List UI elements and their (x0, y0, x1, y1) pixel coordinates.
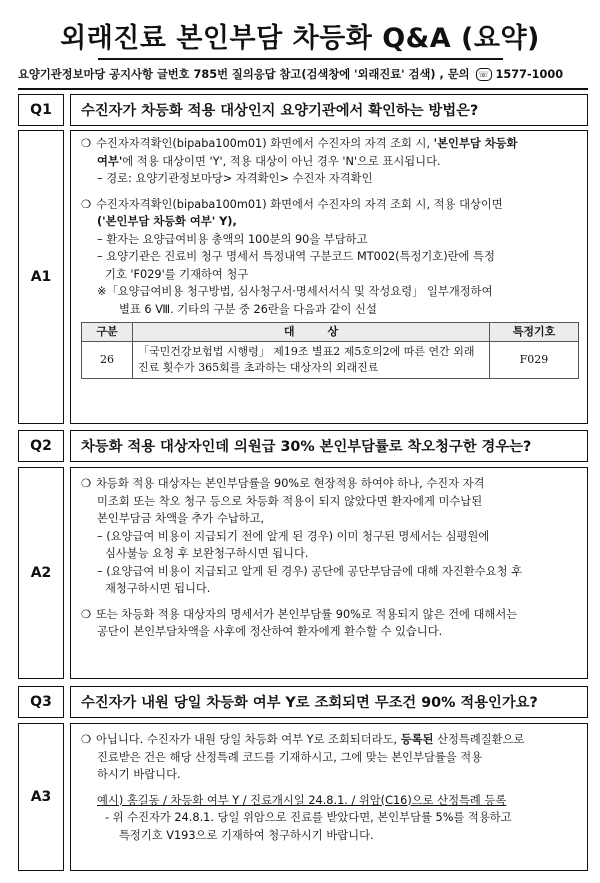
code-table-header (82, 323, 579, 342)
a1-paragraph-2: ❍ 수진자자격확인(bipaba100m01) 화면에서 수진자의 자격 조회 시, 적용 대상이면 (81, 196, 579, 214)
header-symbol: 특정기호 (490, 323, 579, 342)
table-row (82, 342, 579, 379)
circle-bullet-icon: ❍ (81, 197, 92, 211)
a3-example-line: 예시) 홍길동 / 차등화 여부 Y / 진료개시일 24.8.1. / 위암(C16)으로 산정특례 등록 (97, 793, 507, 807)
answer-row-3 (18, 723, 588, 871)
question-row-1 (18, 94, 588, 126)
a1-paragraph-2-cont: ('본인부담 차등화 여부' Y), (97, 215, 237, 228)
answer-row-1 (18, 130, 588, 424)
a2-paragraph-2-cont: 공단이 본인부담차액을 사후에 정산하여 환자에게 환수할 수 있습니다. (97, 625, 443, 638)
circle-bullet-icon: ❍ (81, 733, 92, 746)
a3-answer (70, 723, 588, 871)
a1-path-line: – 경로: 요양기관정보마당> 자격확인> 수진자 자격확인 (97, 172, 373, 185)
page-title: 외래진료 본인부담 차등화 Q&A (요약) (60, 23, 540, 54)
question-row-2 (18, 430, 588, 462)
phone-icon: ☏ (476, 68, 492, 81)
header-divider (18, 88, 588, 90)
a3-paragraph-1: ❍ 아닙니다. 수진자가 내원 당일 차등화 여부 Y로 조회되더라도, 등록된 산정특례질환으로 (81, 731, 579, 749)
title-underline (98, 58, 503, 60)
a2-before-payment-line-cont: 심사불능 요청 후 보완청구하시면 됩니다. (105, 547, 309, 560)
a2-paragraph-1-cont2: 본인부담금 차액을 추가 수납하고, (97, 512, 265, 525)
a2-after-payment-line-cont: 재청구하시면 됩니다. (105, 582, 211, 595)
a1-paragraph-1: ❍ 수진자자격확인(bipaba100m01) 화면에서 수진자의 자격 조회 시, '본인부담 차등화 (81, 135, 579, 153)
a1-patient-line: – 환자는 요양급여비용 총액의 100분의 90을 부담하고 (97, 232, 368, 246)
circle-bullet-icon: ❍ (81, 137, 92, 150)
question-row-3 (18, 686, 588, 718)
a1-answer (70, 130, 588, 424)
a2-paragraph-1: ❍ 차등화 적용 대상자는 본인부담률을 90%로 현장적용 하여야 하나, 수진자 자격 (81, 475, 579, 493)
phone-number: 1577-1000 (495, 68, 564, 81)
answer-row-2 (18, 467, 588, 679)
a1-label: A1 (18, 130, 64, 424)
q3-label: Q3 (18, 686, 64, 718)
a1-note-line: ※「요양급여비용 청구방법, 심사청구서·명세서서식 및 작성요령」 일부개정하여 (97, 285, 493, 298)
a2-paragraph-2: ❍ 또는 차등화 적용 대상자의 명세서가 본인부담률 90%로 적용되지 않은 건에 대해서는 (81, 606, 579, 624)
circle-bullet-icon: ❍ (81, 477, 92, 490)
circle-bullet-icon: ❍ (81, 607, 92, 621)
q1-question: 수진자가 차등화 적용 대상인지 요양기관에서 확인하는 방법은? (70, 94, 588, 126)
q3-question: 수진자가 내원 당일 차등화 여부 Y로 조회되면 무조건 90% 적용인가요? (70, 686, 588, 718)
header-target: 대 상 (133, 323, 490, 342)
q2-label: Q2 (18, 430, 64, 462)
header-category: 구분 (82, 323, 133, 342)
a2-label: A2 (18, 467, 64, 679)
a2-before-payment-line: – (요양급여 비용이 지급되기 전에 알게 된 경우) 이미 청구된 명세서는 심평원에 (97, 529, 490, 543)
cell-symbol: F029 (490, 342, 579, 379)
a1-note-line-cont: 별표 6 Ⅷ. 기타의 구분 중 26란을 다음과 같이 신설 (119, 302, 377, 316)
q1-label: Q1 (18, 94, 64, 126)
a2-paragraph-1-cont: 미조회 또는 착오 청구 등으로 차등화 적용이 되지 않았다면 환자에게 미수납된 (97, 494, 483, 508)
subtitle (18, 67, 588, 83)
cell-target: 「국민건강보험법 시행령」 제19조 별표2 제5호의2에 따른 연간 외래 진료 횟수가 365회를 초과하는 대상자의 외래진료 (133, 342, 490, 379)
a3-example-detail: - 위 수진자가 24.8.1. 당일 위암으로 진료를 받았다면, 본인부담률 5%를 적용하고 (105, 811, 512, 824)
q2-question: 차등화 적용 대상자인데 의원급 30% 본인부담률로 착오청구한 경우는? (70, 430, 588, 462)
a3-label: A3 (18, 723, 64, 871)
a3-example-detail-cont: 특정기호 V193으로 기재하여 청구하시기 바랍니다. (119, 828, 374, 842)
cell-code: 26 (82, 342, 133, 379)
subtitle-text: 요양기관정보마당 공지사항 글번호 785번 질의응답 참고(검색창에 '외래진료' 검색) , 문의 (18, 68, 470, 81)
a2-answer (70, 467, 588, 679)
a1-institution-line: – 요양기관은 진료비 청구 명세서 특정내역 구분코드 MT002(특정기호)란에 특정 (97, 250, 495, 263)
a2-after-payment-line: – (요양급여 비용이 지급되고 알게 된 경우) 공단에 공단부담금에 대해 자진환수요청 후 (97, 564, 523, 578)
a3-paragraph-1-cont: 진료받은 건은 해당 산정특례 코드를 기재하시고, 그에 맞는 본인부담률을 적용 (97, 750, 483, 764)
a3-paragraph-1-cont2: 하시기 바랍니다. (97, 768, 181, 781)
a1-institution-line-cont: 기호 'F029'를 기재하여 청구 (105, 267, 249, 281)
code-table (81, 322, 579, 379)
a1-paragraph-1-cont: 여부'에 적용 대상이면 'Y', 적용 대상이 아닌 경우 'N'으로 표시됩니다. (97, 154, 441, 168)
